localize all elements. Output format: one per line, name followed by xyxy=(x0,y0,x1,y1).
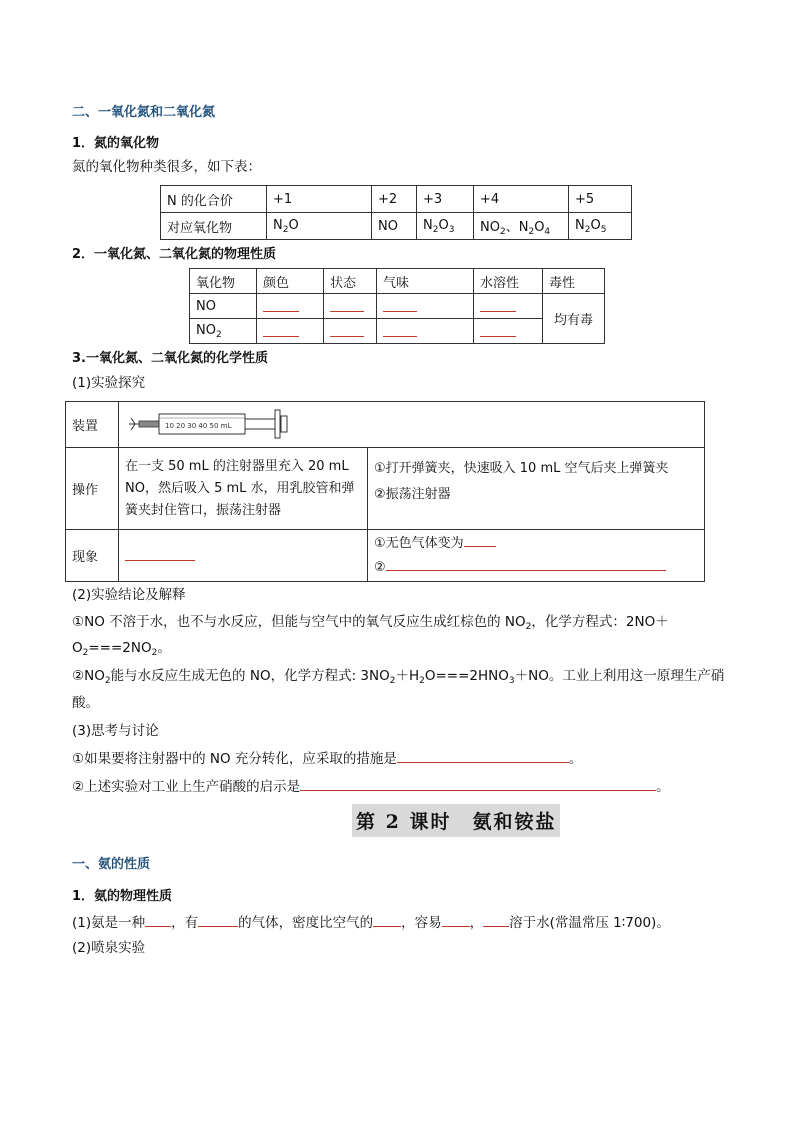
conclusion-label: (2)实验结论及解释 xyxy=(72,587,186,603)
oxide-n2o5: $N_2O_5$ xyxy=(569,213,632,240)
item1-title: 1．氮的氧化物 xyxy=(72,136,160,151)
conclusion-2-line1: $②NO_2$能与水反应生成无色的 NO，化学方程式: $3NO_2+H_2O===2HNO_3+NO$。工业上利用这一原理生产硝 xyxy=(72,668,725,686)
valence-table xyxy=(160,185,632,240)
item2-title: 2．一氧化氮、二氧化氮的物理性质 xyxy=(72,247,277,262)
oxide-row-label: 对应氧化物 xyxy=(161,213,267,240)
fountain-experiment-label: (2)喷泉实验 xyxy=(72,940,146,956)
valence-plus4: +4 xyxy=(474,186,569,213)
operation-label: 操作 xyxy=(66,448,119,530)
blank-no-odor[interactable] xyxy=(377,294,474,319)
blank-ammonia-density[interactable] xyxy=(373,912,401,927)
phys-head-state: 状态 xyxy=(324,269,377,294)
valence-head-label: N 的化合价 xyxy=(161,186,267,213)
blank-phenomenon-2[interactable] xyxy=(386,556,666,571)
ammonia-physical-title: 1．氨的物理性质 xyxy=(72,889,173,904)
physical-properties-table xyxy=(189,268,605,344)
phenomenon-right: ①无色气体变为 ② xyxy=(368,530,705,582)
phys-row-no-label: NO xyxy=(190,294,257,319)
valence-plus3: +3 xyxy=(417,186,474,213)
phys-head-toxicity: 毒性 xyxy=(543,269,605,294)
syringe-scale-text: 10 20 30 40 50 mL xyxy=(165,421,232,430)
blank-no-state[interactable] xyxy=(324,294,377,319)
blank-phenomenon-left[interactable] xyxy=(125,546,195,561)
blank-discussion-2[interactable] xyxy=(300,776,656,791)
blank-ammonia-liquefy[interactable] xyxy=(442,912,470,927)
blank-ammonia-solubility[interactable] xyxy=(483,912,509,927)
blank-no-solubility[interactable] xyxy=(474,294,543,319)
section-heading-ammonia: 一、氨的性质 xyxy=(72,857,151,872)
valence-plus2: +2 xyxy=(372,186,417,213)
discussion-q1: ①如果要将注射器中的 NO 充分转化，应采取的措施是 。 xyxy=(72,748,582,769)
oxide-no: NO xyxy=(372,213,417,240)
operation-left: 在一支 50 mL 的注射器里充入 20 mL NO，然后吸入 5 mL 水，用乳胶管和弹 簧夹封住管口，振荡注射器 xyxy=(119,448,368,530)
syringe-illustration xyxy=(125,406,305,440)
conclusion-1-line1: ①NO 不溶于水，也不与水反应，但能与空气中的氧气反应生成红棕色的 $NO_2$，化学方程式：2NO＋ xyxy=(72,614,669,632)
section-heading-no-no2: 二、一氧化氮和二氧化氮 xyxy=(72,105,216,120)
lesson-title: 第 2 课时 氨和铵盐 xyxy=(352,804,560,837)
valence-plus1: +1 xyxy=(267,186,372,213)
phys-head-solubility: 水溶性 xyxy=(474,269,543,294)
blank-no2-state[interactable] xyxy=(324,319,377,344)
blank-gas-color[interactable] xyxy=(464,532,496,547)
item3-title: 3.一氧化氮、二氧化氮的化学性质 xyxy=(72,351,268,366)
phenomenon-left xyxy=(119,530,368,582)
oxide-n2o3: $N_2O_3$ xyxy=(417,213,474,240)
phys-head-oxide: 氧化物 xyxy=(190,269,257,294)
blank-ammonia-color[interactable] xyxy=(145,912,171,927)
blank-ammonia-odor[interactable] xyxy=(198,912,238,927)
experiment-label: (1)实验探究 xyxy=(72,375,146,391)
blank-no2-color[interactable] xyxy=(257,319,324,344)
discussion-label: (3)思考与讨论 xyxy=(72,723,159,739)
phys-head-odor: 气味 xyxy=(377,269,474,294)
valence-plus5: +5 xyxy=(569,186,632,213)
blank-discussion-1[interactable] xyxy=(397,748,569,763)
blank-no-color[interactable] xyxy=(257,294,324,319)
phenomenon-label: 现象 xyxy=(66,530,119,582)
apparatus-label: 装置 xyxy=(66,402,119,448)
phys-toxicity-value: 均有毒 xyxy=(543,294,605,344)
ammonia-physical-sentence: (1)氨是一种 ，有 的气体，密度比空气的 ，容易 ， 溶于水(常温常压 1∶700)。 xyxy=(72,912,670,933)
phys-head-color: 颜色 xyxy=(257,269,324,294)
conclusion-1-line2: $O_2===2NO_2$。 xyxy=(72,640,171,658)
experiment-table xyxy=(65,401,705,582)
blank-no2-solubility[interactable] xyxy=(474,319,543,344)
oxide-n2o: $N_2O$ xyxy=(267,213,372,240)
discussion-q2: ②上述实验对工业上生产硝酸的启示是 。 xyxy=(72,776,670,797)
operation-right: ①打开弹簧夹，快速吸入 10 mL 空气后夹上弹簧夹 ②振荡注射器 xyxy=(368,448,705,530)
oxide-no2-n2o4: $NO_2$、$N_2O_4$ xyxy=(474,213,569,240)
phys-row-no2-label: $NO_2$ xyxy=(190,319,257,344)
item1-intro: 氮的氧化物种类很多，如下表： xyxy=(72,159,261,175)
blank-no2-odor[interactable] xyxy=(377,319,474,344)
conclusion-2-line2: 酸。 xyxy=(72,695,99,711)
apparatus-cell xyxy=(119,402,705,448)
